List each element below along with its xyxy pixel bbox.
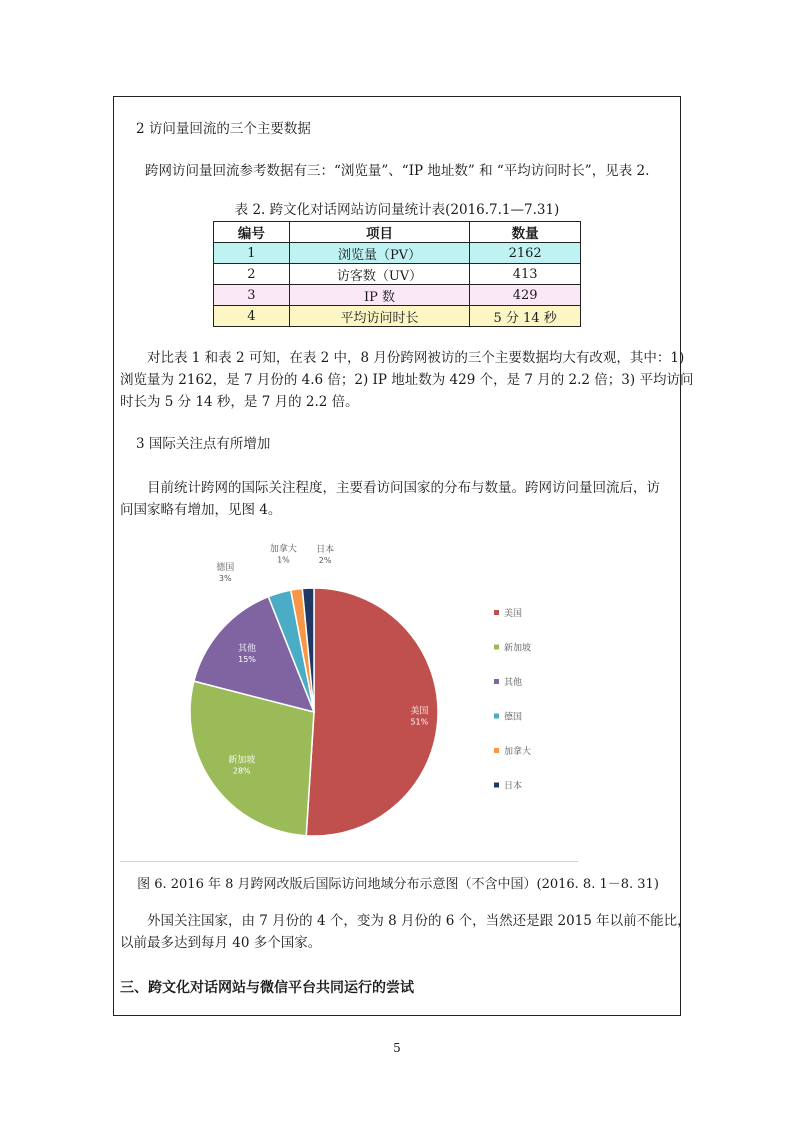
stats-table bbox=[213, 221, 581, 327]
table-row bbox=[214, 285, 581, 306]
compare-paragraph bbox=[120, 347, 694, 413]
section-2-heading: 2 访问量回流的三个主要数据 bbox=[136, 121, 311, 137]
legend-swatch-2 bbox=[494, 679, 499, 684]
row-item: 平均访问时长 bbox=[289, 306, 470, 327]
pie-label-name-2: 其他 bbox=[238, 643, 257, 654]
pie-label-name-0: 美国 bbox=[410, 706, 429, 717]
legend-label-1: 新加坡 bbox=[504, 643, 532, 654]
figure-caption: 图 6. 2016 年 8 月跨网改版后国际访问地域分布示意图（不含中国）(2016. 8. 1－8. 31) bbox=[137, 877, 659, 892]
pie-label-value-0: 51% bbox=[410, 717, 429, 727]
legend-label-5: 日本 bbox=[504, 781, 523, 792]
attention-line: 问国家略有增加，见图 4。 bbox=[120, 502, 282, 518]
pie-label-name-4: 加拿大 bbox=[269, 544, 297, 555]
section-three-heading: 三、跨文化对话网站与微信平台共同运行的尝试 bbox=[120, 980, 414, 996]
pie-label-name-5: 日本 bbox=[316, 545, 335, 556]
compare-line: 浏览量为 2162，是 7 月份的 4.6 倍；2) IP 地址数为 429 个，是 7 月的 2.2 倍；3) 平均访问 bbox=[120, 372, 694, 388]
header-no: 编号 bbox=[214, 222, 290, 243]
pie-label-value-5: 2% bbox=[318, 556, 332, 566]
pie-label-name-3: 德国 bbox=[216, 562, 235, 573]
header-item: 项目 bbox=[289, 222, 470, 243]
header-value: 数量 bbox=[470, 222, 581, 243]
row-value: 5 分 14 秒 bbox=[470, 306, 581, 327]
pie-label-value-1: 28% bbox=[232, 766, 251, 776]
page-number: 5 bbox=[393, 1041, 401, 1055]
legend-swatch-0 bbox=[494, 610, 499, 615]
pie-label-value-3: 3% bbox=[218, 573, 232, 583]
table-row bbox=[214, 243, 581, 264]
row-value: 413 bbox=[470, 264, 581, 285]
pie-label-value-2: 15% bbox=[238, 654, 256, 664]
legend-swatch-4 bbox=[494, 748, 499, 753]
attention-line: 目前统计跨网的国际关注程度，主要看访问国家的分布与数量。跨网访问量回流后，访 bbox=[147, 480, 660, 496]
row-value: 429 bbox=[470, 285, 581, 306]
row-item: IP 数 bbox=[289, 285, 470, 306]
foreign-line: 外国关注国家，由 7 月份的 4 个，变为 8 月份的 6 个，当然还是跟 2015 年以前不能比， bbox=[147, 913, 691, 929]
row-no: 4 bbox=[214, 306, 290, 327]
table-row bbox=[214, 264, 581, 285]
pie-label-name-1: 新加坡 bbox=[228, 755, 256, 766]
legend-label-2: 其他 bbox=[504, 678, 523, 688]
attention-paragraph bbox=[120, 477, 676, 521]
legend-swatch-1 bbox=[494, 645, 499, 650]
row-item: 访客数（UV） bbox=[289, 264, 470, 285]
legend-label-3: 德国 bbox=[504, 712, 523, 723]
row-no: 1 bbox=[214, 243, 290, 264]
foreign-line: 以前最多达到每月 40 多个国家。 bbox=[120, 935, 322, 951]
pie-chart bbox=[120, 540, 580, 860]
row-no: 3 bbox=[214, 285, 290, 306]
pie-label-value-4: 1% bbox=[277, 555, 290, 565]
section-3-heading: 3 国际关注点有所增加 bbox=[136, 436, 271, 452]
table-header-row bbox=[214, 222, 581, 243]
table-caption: 表 2. 跨文化对话网站访问量统计表(2016.7.1—7.31) bbox=[234, 202, 560, 218]
row-value: 2162 bbox=[470, 243, 581, 264]
row-item: 浏览量（PV） bbox=[289, 243, 470, 264]
compare-line: 时长为 5 分 14 秒，是 7 月的 2.2 倍。 bbox=[120, 394, 359, 410]
intro-paragraph: 跨网访问量回流参考数据有三：“浏览量”、“IP 地址数” 和 “平均访问时长”，见表 2. bbox=[145, 163, 650, 179]
compare-line: 对比表 1 和表 2 可知，在表 2 中，8 月份跨网被访的三个主要数据均大有改观，其中：1) bbox=[147, 350, 685, 366]
table-row bbox=[214, 306, 581, 327]
legend-swatch-5 bbox=[494, 783, 499, 788]
legend-swatch-3 bbox=[494, 714, 499, 719]
figure-divider bbox=[120, 861, 578, 862]
legend-label-0: 美国 bbox=[504, 609, 523, 619]
foreign-paragraph bbox=[120, 910, 691, 954]
legend-label-4: 加拿大 bbox=[504, 747, 532, 757]
row-no: 2 bbox=[214, 264, 290, 285]
